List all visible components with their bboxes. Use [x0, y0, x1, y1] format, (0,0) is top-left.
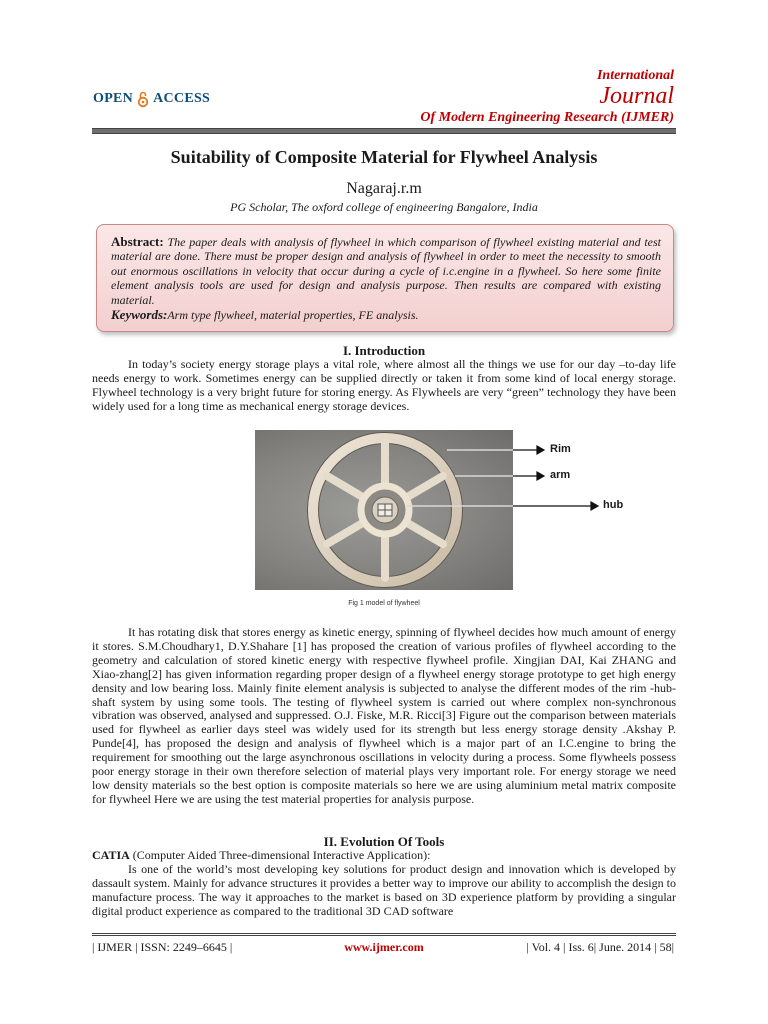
- flywheel-drawing: [255, 430, 513, 590]
- catia-heading-line: [92, 849, 676, 863]
- header-divider: [92, 128, 676, 134]
- footer-divider: [92, 933, 676, 937]
- open-access-logo: [93, 90, 210, 108]
- keywords-text: Arm type flywheel, material properties, FE analysis.: [167, 308, 419, 323]
- author-affiliation: PG Scholar, The oxford college of engineering Bangalore, India: [230, 200, 538, 214]
- figure-label-rim: Rim: [550, 443, 571, 455]
- keywords-label: Keywords:: [111, 307, 168, 323]
- flywheel-figure: [255, 430, 513, 590]
- section-heading-evolution: II. Evolution Of Tools: [323, 834, 445, 849]
- catia-label: CATIA: [92, 848, 130, 862]
- journal-name: Journal: [599, 83, 674, 109]
- catia-expansion: (Computer Aided Three-dimensional Interactive Application):: [132, 848, 431, 862]
- figure-label-arm: arm: [550, 469, 571, 481]
- author-name: Nagaraj.r.m: [346, 180, 422, 197]
- catia-paragraph: Is one of the world’s most developing key solutions for product design and innovation which is developed by dassault system. Mainly for advance structures it provides a better way to improve our ability to accomplish the design to manufacture process. The way it approaches to the market is based on 3D experience platform by providing a singular digital product experience as compared to the traditional 3D CAD software: [92, 862, 676, 918]
- intro-paragraph-2: It has rotating disk that stores energy as kinetic energy, spinning of flywheel decides how much amount of energy it stores. S.M.Choudhary1, D.Y.Shahare [1] has proposed the creation of various profiles of flywheel according to the geometry and calculation of stored kinetic energy with respective flywheel profile. Xingjian DAI, Kai ZHANG and Xiao-zhang[2] has given information regarding proper design of a flywheel energy storage prototype to get high energy density and low bearing loss. Mainly finite element analysis is subjected to analyse the different modes of the rim -hub- shaft system by using some tools. The testing of flywheel system is carried out where complex non-synchronous vibration was observed, analysed and suppressed. O.J. Fiske, M.R. Ricci[3] Figure out the comparison between materials used for flywheel as earlier days steel was widely used for its strength but less energy storage density .Akshay P. Punde[4], has proposed the design and analysis of flywheel which is a major part of an I.C.engine to bring the requirement for smoothing out the large asynchronous oscillations in velocity during a process. Some flywheels possess poor energy storage in their own therefore selection of material plays very important role. For energy storage we need low density materials so the best option is composite materials so here we are using aluminium metal matrix composite for flywheel Here we are using the test material properties for analysis purpose.: [92, 625, 676, 806]
- abstract-label: Abstract:: [111, 234, 164, 249]
- figure-caption: Fig 1 model of flywheel: [348, 600, 420, 607]
- footer-issn: | IJMER | ISSN: 2249–6645 |: [92, 940, 233, 954]
- open-access-left: OPEN: [93, 91, 134, 106]
- journal-subtitle: Of Modern Engineering Research (IJMER): [420, 110, 674, 125]
- journal-international: International: [596, 68, 674, 83]
- paper-title: Suitability of Composite Material for Flywheel Analysis: [170, 147, 598, 167]
- figure-label-hub: hub: [603, 499, 624, 511]
- intro-paragraph-1: In today’s society energy storage plays a vital role, where almost all the things we use for our day –to-day life needs energy to work. Sometimes energy can be supplied directly or taken it from some kind of local energy storage. Flywheel technology is a very bright future for storing energy. As Flywheels are very “green” technology they have been widely used for a long time as mechanical energy storage devices.: [92, 357, 676, 413]
- abstract-box: [96, 224, 674, 332]
- keywords-line: [111, 308, 661, 322]
- footer-volume: | Vol. 4 | Iss. 6| June. 2014 | 58|: [526, 940, 674, 954]
- figure-labels: [513, 430, 623, 590]
- open-access-lock-icon: [137, 90, 149, 108]
- footer-website-link[interactable]: www.ijmer.com: [344, 940, 424, 954]
- section-heading-introduction: I. Introduction: [342, 343, 426, 358]
- abstract-text: The paper deals with analysis of flywheel in which comparison of flywheel existing material and test material are done. There must be proper design and analysis of flywheel in order to meet the necessity to smooth out enormous oscillations in velocity that occur during a cycle of i.c.engine in a flywheel. So here some finite element analysis tools are used for design and analysis purpose. Then results are compared with existing material.: [111, 235, 661, 307]
- open-access-right: ACCESS: [153, 91, 211, 106]
